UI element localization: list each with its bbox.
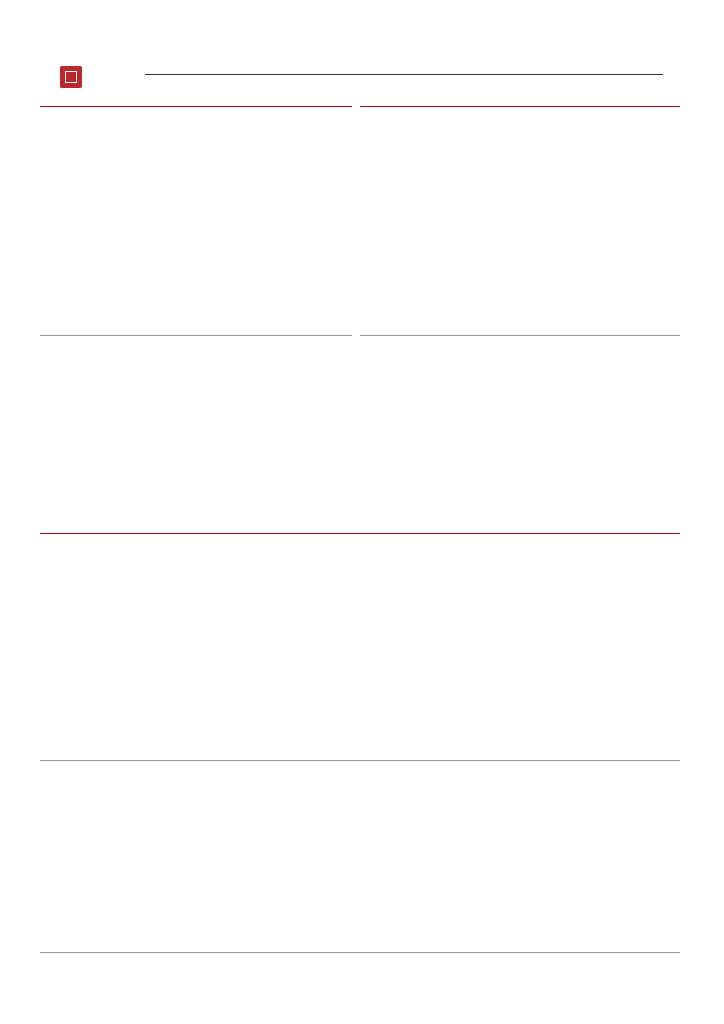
fig2-title-rule — [40, 106, 352, 107]
fig4-bottom-rule — [40, 760, 680, 761]
fig3-bottom-rule — [360, 335, 680, 336]
fig4-chart — [40, 538, 680, 758]
fig3-chart — [360, 112, 680, 332]
header-rule — [145, 74, 663, 75]
footer-rule — [40, 952, 680, 953]
fig2-chart — [40, 112, 352, 332]
fig2-bottom-rule — [40, 335, 352, 336]
fig3-title-rule — [360, 106, 680, 107]
company-logo-icon — [60, 66, 82, 88]
fig4-title-rule — [40, 533, 680, 534]
